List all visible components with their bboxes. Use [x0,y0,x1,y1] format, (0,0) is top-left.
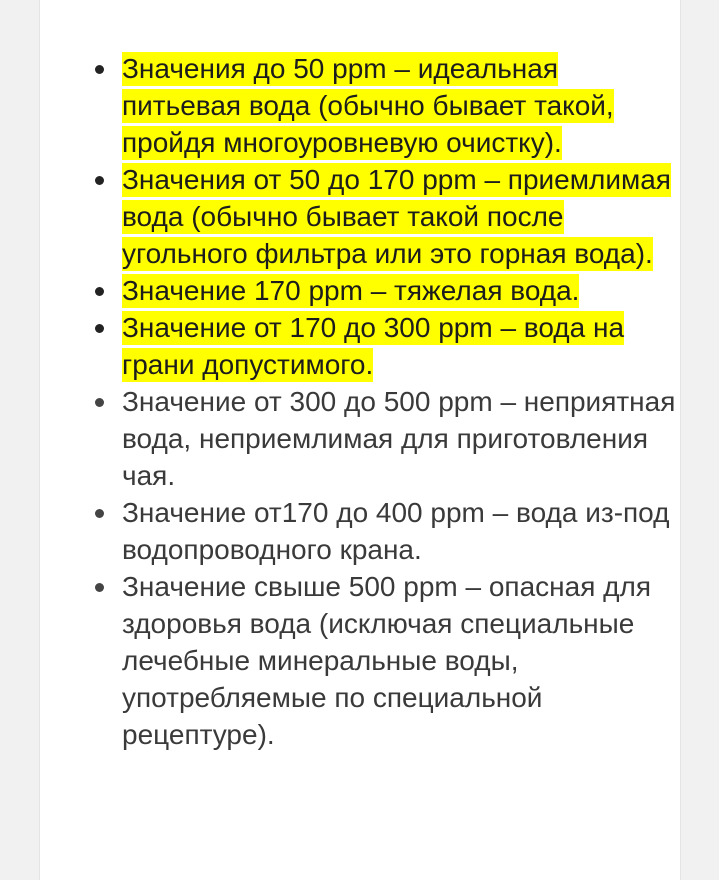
list-item-text: Значение свыше 500 ppm – опасная для здоровья вода (исключая специальные лечебные минеральные воды, употребляемые по специальной рецептуре). [122,571,651,750]
bullet-icon [95,509,104,518]
bullet-icon [95,176,104,185]
list-item [122,161,677,272]
list-item [122,383,677,494]
article-page [40,0,680,880]
list-item-text: Значения от 50 до 170 ppm – приемлимая вода (обычно бывает такой после угольного фильтра или это горная вода). [122,164,671,269]
water-quality-bullet-list [122,50,677,753]
bullet-icon [95,583,104,592]
list-item-text: Значение от170 до 400 ppm – вода из-под водопроводного крана. [122,497,670,565]
bullet-icon [95,324,104,333]
list-item [122,272,677,309]
bullet-icon [95,398,104,407]
list-item [122,309,677,383]
bullet-icon [95,65,104,74]
list-item-text: Значение 170 ppm – тяжелая вода. [122,275,580,306]
list-item [122,494,677,568]
list-item-text: Значение от 170 до 300 ppm – вода на грани допустимого. [122,312,625,380]
list-item-text: Значения до 50 ppm – идеальная питьевая вода (обычно бывает такой, пройдя многоуровневую очистку). [122,53,614,158]
list-item-text: Значение от 300 до 500 ppm – неприятная вода, неприемлимая для приготовления чая. [122,386,676,491]
list-item [122,50,677,161]
list-item [122,568,677,753]
bullet-icon [95,287,104,296]
